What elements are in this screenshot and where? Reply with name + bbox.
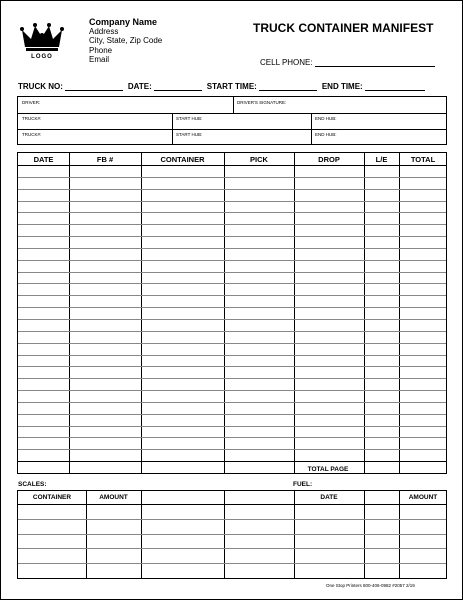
date-label: DATE: (127, 82, 152, 91)
cell-phone-field[interactable] (260, 58, 435, 67)
table-row-divider (18, 355, 446, 356)
bottom-table-row-divider (18, 548, 446, 549)
end-hub-2-field[interactable]: END HUB: (315, 132, 337, 137)
bottom-table-row-divider (18, 563, 446, 564)
start-hub-2-field[interactable]: START HUB: (176, 132, 203, 137)
end-time-line[interactable] (365, 82, 425, 91)
printer-credit: One Stop Printers 800-406-0982 #2057 2/19 (326, 583, 415, 588)
bottom-table-row-divider (18, 534, 446, 535)
scales-label: SCALES: (18, 481, 47, 488)
table-row-divider (18, 283, 446, 284)
date-line[interactable] (154, 82, 202, 91)
total-page-row-divider (18, 461, 446, 462)
table-row-divider (18, 236, 446, 237)
end-hub-1-field[interactable]: END HUB: (315, 116, 337, 121)
scales-fuel-header (18, 491, 446, 505)
col-pick: PICK (250, 154, 268, 164)
scales-fuel-table (17, 490, 447, 579)
table-row-divider (18, 295, 446, 296)
table-row-divider (18, 366, 446, 367)
logo-text: LOGO (31, 54, 53, 60)
company-logo (19, 21, 65, 63)
start-time-label: START TIME: (206, 82, 257, 91)
cell-phone-label: CELL PHONE: (260, 58, 313, 67)
col-drop: DROP (318, 154, 340, 164)
start-time-line[interactable] (259, 82, 317, 91)
table-row-divider (18, 378, 446, 379)
company-phone: Phone (89, 45, 113, 55)
cell-phone-line[interactable] (315, 58, 435, 67)
scales-col-amount: AMOUNT (99, 494, 128, 501)
company-address: Address (89, 27, 119, 37)
company-name: Company Name (89, 17, 158, 27)
table-row-divider (18, 260, 446, 261)
end-time-label: END TIME: (321, 82, 363, 91)
company-info (89, 18, 162, 64)
driver-field[interactable]: DRIVER: (22, 100, 41, 105)
col-fb: FB # (96, 154, 114, 164)
table-row-divider (18, 426, 446, 427)
truck-no-line[interactable] (65, 82, 123, 91)
table-row-divider (18, 449, 446, 450)
total-page-label: TOTAL PAGE (307, 465, 349, 473)
col-date: DATE (33, 154, 54, 164)
company-city-state-zip: City, State, Zip Code (89, 36, 163, 46)
fuel-label: FUEL: (293, 481, 313, 488)
table-row-divider (18, 189, 446, 190)
table-row-divider (18, 212, 446, 213)
bottom-table-row-divider (18, 519, 446, 520)
manifest-table-header (18, 153, 446, 166)
manifest-table (17, 152, 447, 474)
fuel-col-amount: AMOUNT (408, 494, 438, 501)
trip-fields-row (18, 82, 425, 91)
table-row-divider (18, 248, 446, 249)
start-hub-1-field[interactable]: START HUB: (176, 116, 203, 121)
table-row-divider (18, 331, 446, 332)
driver-info-box (17, 96, 447, 145)
table-row-divider (18, 307, 446, 308)
col-total: TOTAL (410, 154, 436, 164)
truck-no-label: TRUCK NO: (18, 82, 63, 91)
form-title: TRUCK CONTAINER MANIFEST (253, 21, 434, 35)
truck-1-field[interactable]: TRUCK#: (22, 116, 42, 121)
table-row-divider (18, 201, 446, 202)
fuel-col-date: DATE (320, 494, 338, 501)
table-row-divider (18, 224, 446, 225)
table-row-divider (18, 437, 446, 438)
scales-col-container: CONTAINER (32, 494, 72, 501)
table-row-divider (18, 177, 446, 178)
col-le: L/E (375, 154, 388, 164)
company-email: Email (89, 54, 110, 64)
table-row-divider (18, 414, 446, 415)
table-row-divider (18, 272, 446, 273)
col-container: CONTAINER (160, 154, 205, 164)
table-row-divider (18, 319, 446, 320)
drivers-signature-field[interactable]: DRIVER'S SIGNATURE: (237, 100, 287, 105)
table-row-divider (18, 343, 446, 344)
table-row-divider (18, 390, 446, 391)
table-row-divider (18, 402, 446, 403)
truck-2-field[interactable]: TRUCK#: (22, 132, 42, 137)
